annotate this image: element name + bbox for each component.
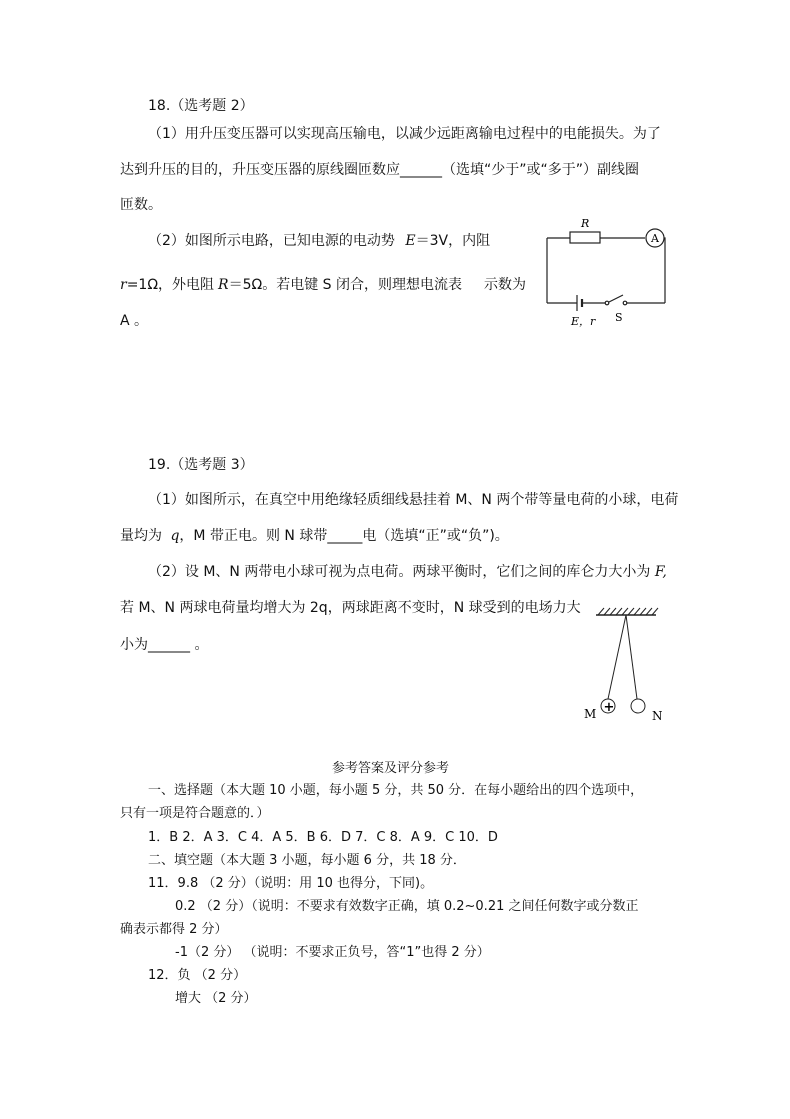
switch-label: S bbox=[615, 311, 623, 324]
answer-11-part2-line1: 0.2 （2 分）（说明：不要求有效数字正确，填 0.2~0.21 之间任何数字或分数正 bbox=[175, 899, 639, 914]
q18-part1-line3: 匝数。 bbox=[120, 197, 162, 213]
ammeter-label: A bbox=[651, 232, 659, 245]
resistor-label: R bbox=[581, 217, 590, 230]
q19-part1-line1: （1）如图所示，在真空中用绝缘轻质细线悬挂着 M、N 两个带等量电荷的小球，电荷 bbox=[148, 492, 679, 508]
battery-label: E，r bbox=[571, 315, 596, 328]
ceiling-hatch bbox=[598, 608, 658, 615]
answer-11-part3: -1（2 分） （说明：不要求正负号，答“1”也得 2 分） bbox=[175, 945, 490, 960]
q18-part2-line1 bbox=[148, 233, 490, 249]
q19-part1-text-b: ，M 带正电。则 N 球带_____电（选填“正”或“负”)。 bbox=[179, 528, 509, 544]
switch-contact-left bbox=[605, 301, 609, 305]
answers-title: 参考答案及评分参考 bbox=[332, 761, 450, 776]
q18-part2-line3: A 。 bbox=[120, 313, 149, 329]
q18-part2-text-a: （2）如图所示电路，已知电源的电动势 bbox=[148, 233, 395, 249]
answer-12-part2: 增大 （2 分） bbox=[175, 991, 257, 1006]
q18-part2-text-b: ＝3V，内阻 bbox=[415, 233, 491, 249]
answers-section2: 二、填空题（本大题 3 小题，每小题 6 分，共 18 分． bbox=[148, 853, 466, 868]
switch-contact-right bbox=[623, 301, 627, 305]
ball-n-label: N bbox=[652, 709, 663, 723]
charge-symbol: q bbox=[170, 528, 180, 544]
pendulum-figure bbox=[584, 600, 678, 725]
resistor-symbol bbox=[570, 232, 600, 243]
ball-m-label: M bbox=[584, 707, 597, 721]
q19-part2-line1 bbox=[148, 564, 667, 580]
q19-part2-line3: 小为______ 。 bbox=[120, 637, 209, 653]
answer-11-part1: 11．9.8 （2 分）（说明：用 10 也得分，下同)。 bbox=[148, 876, 434, 891]
ball-m-plus: + bbox=[603, 700, 615, 715]
q18-part2-text-c: =1Ω，外电阻 bbox=[126, 277, 215, 293]
q18-part1-line2: 达到升压的目的，升压变压器的原线圈匝数应______（选填“少于”或“多于”）副线圈 bbox=[120, 162, 640, 178]
circuit-diagram bbox=[545, 215, 665, 328]
internal-resistance-symbol: r bbox=[120, 277, 127, 293]
answers-choices: 1．B 2．A 3．C 4．A 5．B 6．D 7．C 8．A 9．C 10．D bbox=[148, 830, 498, 845]
q19-part1-text-a: 量均为 bbox=[120, 528, 162, 544]
answers-section1-line1: 一、选择题（本大题 10 小题，每小题 5 分，共 50 分．在每小题给出的四个选项中， bbox=[148, 783, 644, 798]
thread-m bbox=[608, 615, 626, 699]
q19-part2-line2: 若 M、N 两球电荷量均增大为 2q，两球距离不变时，N 球受到的电场力大 bbox=[120, 600, 581, 616]
external-resistance-symbol: R bbox=[218, 277, 229, 293]
q18-part2-text-d: ＝5Ω。若电键 S 闭合，则理想电流表 bbox=[228, 277, 462, 293]
q19-part2-text-a: （2）设 M、N 两带电小球可视为点电荷。两球平衡时，它们之间的库仑力大小为 bbox=[148, 564, 651, 580]
answers-section1-line2: 只有一项是符合题意的．） bbox=[120, 806, 270, 821]
q18-part2-text-e: 示数为 bbox=[484, 277, 526, 293]
q18-heading: 18.（选考题 2） bbox=[148, 98, 254, 114]
q19-part1-line2 bbox=[120, 528, 509, 544]
ball-n bbox=[631, 699, 645, 713]
force-symbol: F, bbox=[654, 564, 667, 580]
thread-n bbox=[626, 615, 637, 699]
emf-symbol: E bbox=[405, 233, 416, 249]
answer-11-part2-line2: 确表示都得 2 分） bbox=[120, 922, 228, 937]
q19-heading: 19.（选考题 3） bbox=[148, 457, 254, 473]
switch-blade bbox=[609, 295, 623, 302]
answer-12-part1: 12．负 （2 分） bbox=[148, 968, 247, 983]
q18-part2-line2 bbox=[120, 277, 526, 293]
q18-part1-line1: （1）用升压变压器可以实现高压输电，以减少远距离输电过程中的电能损失。为了 bbox=[148, 126, 661, 142]
